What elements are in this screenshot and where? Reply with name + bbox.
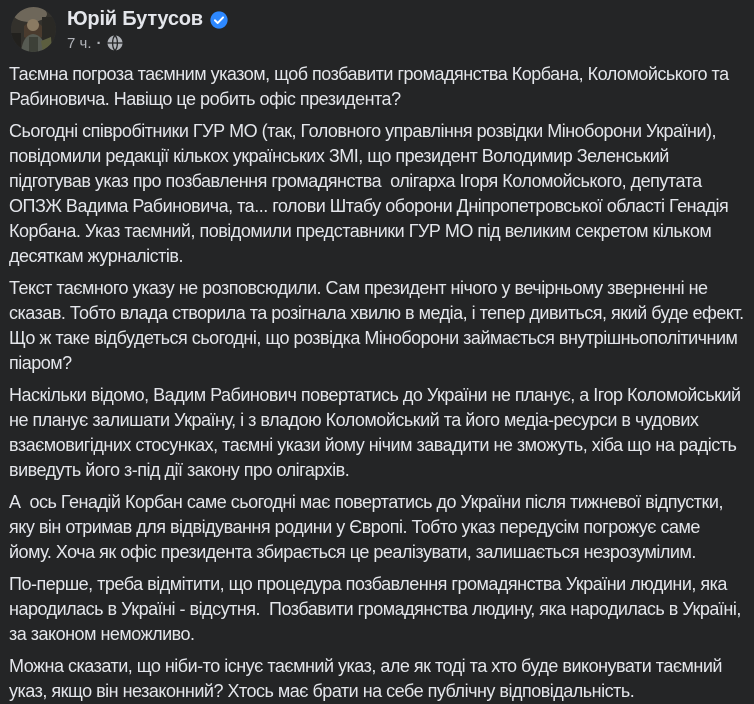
post-paragraph: По-перше, треба відмітити, що процедура позбавлення громадянства України людини, яка народилась в Україні - відсутня. Позбавити громадянства людину, яка народилась в Україні, за законом неможливо. <box>9 574 746 644</box>
post-paragraph: Наскільки відомо, Вадим Рабинович повертатись до України не планує, а Ігор Коломойський не планує залишати Україну, і з владою Коломойський та його медіа-ресурси в чудових взаємовигідних стосунках, таємні укази йому нічим завадити не зможуть, хіба що на радість виведуть його з-під дії закону про олігархів. <box>9 385 746 480</box>
post-paragraph: Таємна погроза таємним указом, щоб позбавити громадянства Корбана, Коломойського та Рабиновича. Навіщо це робить офіс президента? <box>9 64 734 109</box>
avatar[interactable] <box>11 7 56 52</box>
post-paragraph: Сьогодні співробітники ГУР МО (так, Головного управління розвідки Міноборони України), повідомили редакції кількох українських ЗМІ, що президент Володимир Зеленський підготував указ про позбавлення громадянства олігарха Ігоря Коломойського, депутата ОПЗЖ Вадима Рабиновича, та... голови Штабу оборони Дніпропетровської області Генадія Корбана. Указ таємний, повідомили представники ГУР МО під великим секретом кільком десяткам журналістів. <box>9 121 733 266</box>
post-paragraph: Текст таємного указу не розповсюдили. Сам президент нічого у вечірньому зверненні не сказав. Тобто влада створила та розігнала хвилю в медіа, і тепер дивиться, який буде ефект. Що ж таке відбудеться сьогодні, що розвідка Міноборони займається внутрішньополітичним піаром? <box>9 278 749 373</box>
post-header <box>0 5 754 59</box>
globe-public-icon <box>107 35 123 51</box>
post-paragraph: А ось Генадій Корбан саме сьогодні має повертатись до України після тижневої відпустки, яку він отримав для відвідування родини у Європі. Тобто указ передусім погрожує саме йому. Хоча як офіс президента збирається це реалізувати, залишається незрозумілим. <box>9 492 728 562</box>
post-body <box>0 59 754 704</box>
avatar-photo-placeholder <box>11 7 56 52</box>
author-name[interactable]: Юрій Бутусов <box>67 7 203 30</box>
post-paragraph: Можна сказати, що ніби-то існує таємний указ, але як тоді та хто буде виконувати таємний указ, якщо він незаконний? Хтось має брати на себе публічну відповідальність. <box>9 656 727 701</box>
author-row <box>67 8 228 31</box>
post-meta-row <box>67 35 228 52</box>
timestamp[interactable]: 7 ч. <box>67 34 92 52</box>
verified-badge-icon <box>210 11 228 29</box>
meta-separator: · <box>96 34 102 52</box>
post-header-info <box>67 8 228 52</box>
